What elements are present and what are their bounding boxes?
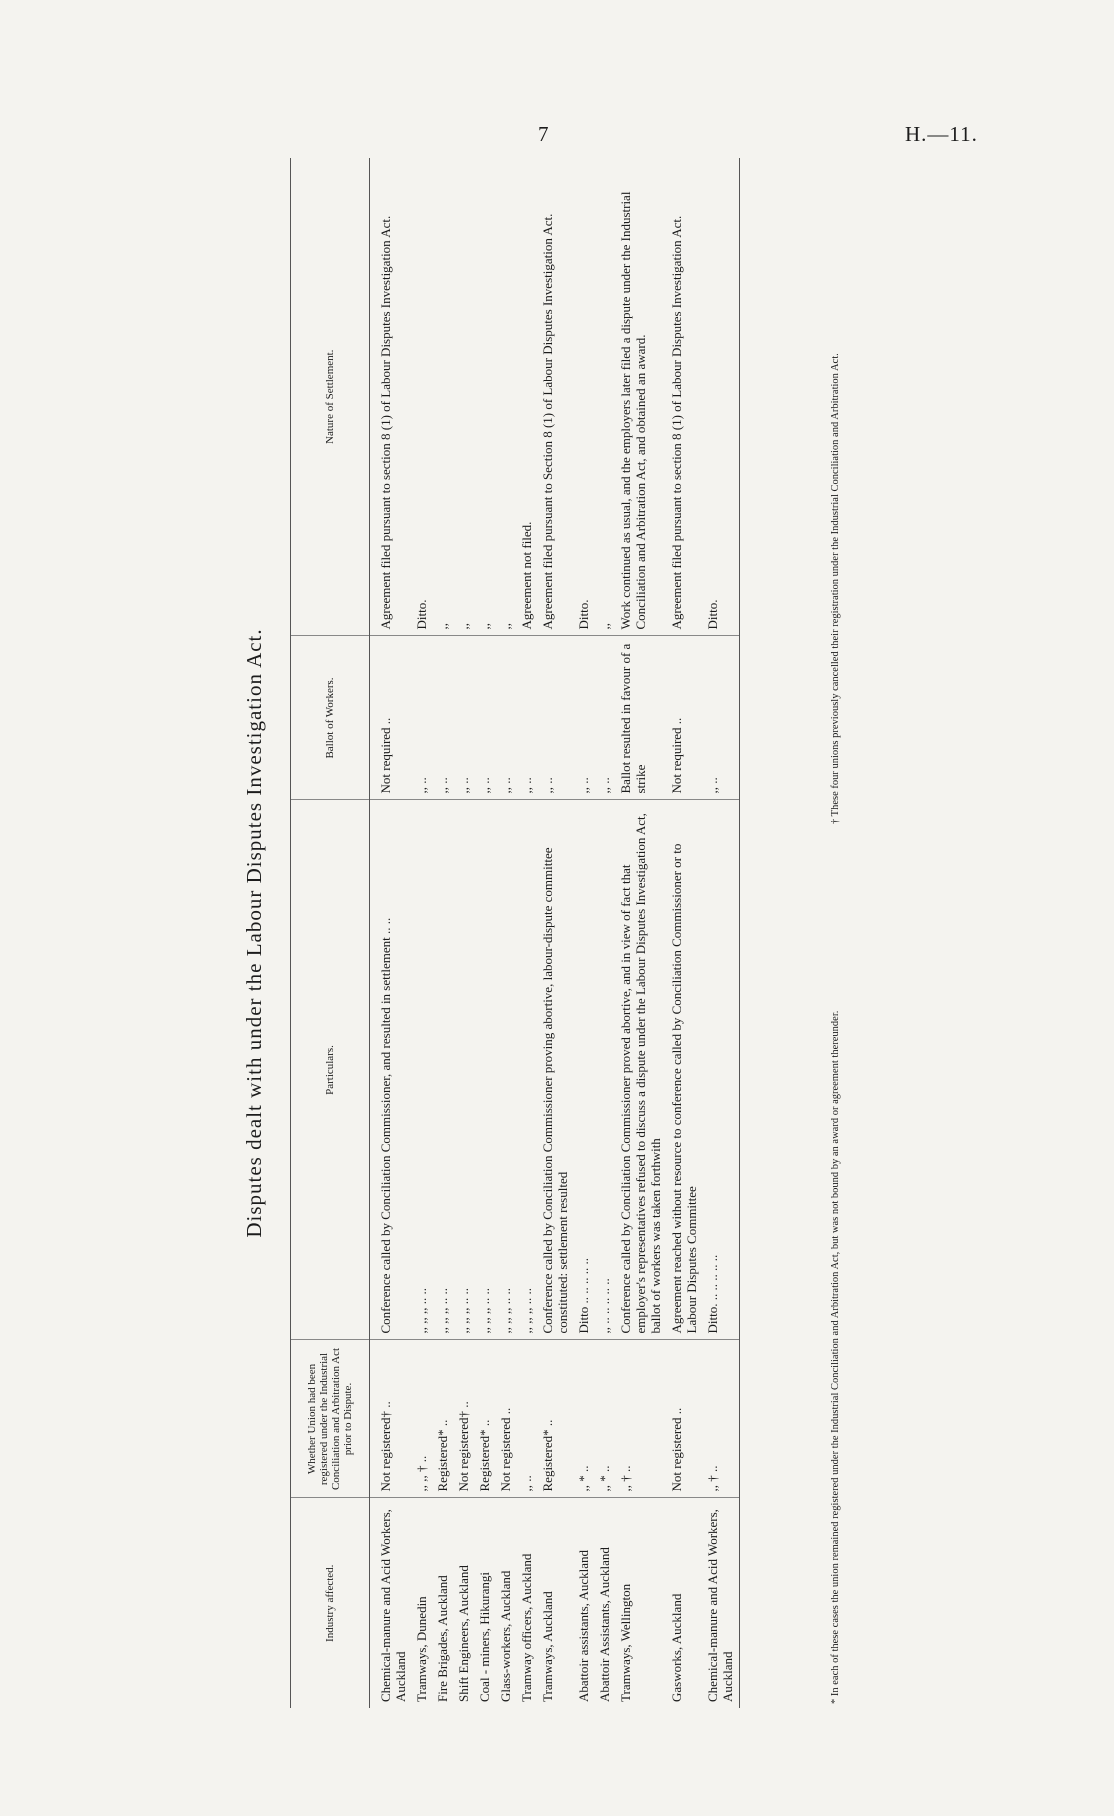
table-row — [703, 158, 740, 1708]
cell-particulars: ,, ,, ,, .. .. — [412, 800, 433, 1340]
table-header-row — [291, 158, 370, 1708]
cell-settlement: ,, — [475, 158, 496, 636]
cell-registration: ,, .. — [517, 1340, 538, 1498]
cell-particulars: ,, ,, ,, .. .. — [517, 800, 538, 1340]
cell-industry: Tramway officers, Auckland — [519, 1553, 534, 1702]
table-row — [454, 158, 475, 1708]
cell-particulars: ,, ,, ,, .. .. — [475, 800, 496, 1340]
cell-settlement: ,, — [433, 158, 454, 636]
cell-ballot: ,, .. — [703, 636, 740, 800]
table-row — [475, 158, 496, 1708]
cell-settlement: ,, — [595, 158, 616, 636]
table-row — [538, 158, 574, 1708]
column-header-particulars: Particulars. — [291, 800, 370, 1340]
cell-settlement: Work continued as usual, and the employers later filed a dispute under the Industrial Conciliation and Arbitration Act, and obtained an award. — [616, 158, 667, 636]
disputes-table — [290, 158, 740, 1708]
column-header-industry: Industry affected. — [291, 1498, 370, 1708]
table-row — [595, 158, 616, 1708]
cell-particulars: Conference called by Conciliation Commissioner proving abortive, labour-dispute committee constituted: settlement resulted — [538, 800, 574, 1340]
cell-registration: ,, † .. — [703, 1340, 740, 1498]
cell-ballot: Not required .. — [667, 636, 703, 800]
cell-industry: Fire Brigades, Auckland — [435, 1575, 450, 1702]
cell-industry: Tramways, Auckland — [540, 1591, 555, 1702]
cell-ballot: ,, .. — [538, 636, 574, 800]
cell-registration: Not registered .. — [667, 1340, 703, 1498]
table-row — [370, 158, 413, 1708]
cell-ballot: ,, .. — [412, 636, 433, 800]
table-row — [574, 158, 595, 1708]
cell-industry: Coal - miners, Hikurangi — [477, 1572, 492, 1702]
column-header-settlement: Nature of Settlement. — [291, 158, 370, 636]
cell-registration: ,, * .. — [574, 1340, 595, 1498]
table-row — [616, 158, 667, 1708]
cell-industry: Chemical-manure and Acid Workers, Auckland — [378, 1509, 408, 1702]
cell-ballot: ,, .. — [433, 636, 454, 800]
cell-settlement: Ditto. — [574, 158, 595, 636]
cell-registration: Not registered .. — [496, 1340, 517, 1498]
cell-settlement: Agreement not filed. — [517, 158, 538, 636]
table-row — [433, 158, 454, 1708]
cell-registration: ,, † .. — [616, 1340, 667, 1498]
cell-industry: Abattoir assistants, Auckland — [576, 1549, 591, 1702]
cell-industry: Tramways, Dunedin — [414, 1596, 429, 1702]
cell-registration: ,, ,, † .. — [412, 1340, 433, 1498]
table-title: Disputes dealt with under the Labour Disputes Investigation Act. — [242, 628, 266, 1238]
cell-registration: Registered* .. — [538, 1340, 574, 1498]
table-row — [517, 158, 538, 1708]
cell-industry: Abattoir Assistants, Auckland — [597, 1547, 612, 1702]
cell-particulars: Conference called by Conciliation Commissioner, and resulted in settlement .. .. — [370, 800, 413, 1340]
footnote-dagger: † These four unions previously cancelled their registration under the Industrial Conciliation and Arbitration Act. — [830, 353, 841, 824]
cell-ballot: ,, .. — [454, 636, 475, 800]
cell-particulars: Agreement reached without resource to conference called by Conciliation Commissioner or to Labour Disputes Committee — [667, 800, 703, 1340]
cell-particulars: ,, ,, ,, .. .. — [433, 800, 454, 1340]
column-header-ballot: Ballot of Workers. — [291, 636, 370, 800]
cell-settlement: Agreement filed pursuant to section 8 (1) of Labour Disputes Investigation Act. — [667, 158, 703, 636]
page-number: 7 — [538, 122, 549, 146]
cell-settlement: Ditto. — [703, 158, 740, 636]
cell-industry: Shift Engineers, Auckland — [456, 1565, 471, 1702]
cell-settlement: Ditto. — [412, 158, 433, 636]
cell-particulars: ,, ,, ,, .. .. — [496, 800, 517, 1340]
cell-settlement: Agreement filed pursuant to Section 8 (1) of Labour Disputes Investigation Act. — [538, 158, 574, 636]
cell-registration: Registered* .. — [433, 1340, 454, 1498]
cell-ballot: Not required .. — [370, 636, 413, 800]
cell-industry: Chemical-manure and Acid Workers, Auckland — [703, 1498, 740, 1708]
cell-settlement: Agreement filed pursuant to section 8 (1) of Labour Disputes Investigation Act. — [370, 158, 413, 636]
cell-industry: Tramways, Wellington — [618, 1583, 633, 1702]
cell-particulars: ,, ,, ,, .. .. — [454, 800, 475, 1340]
cell-ballot: ,, .. — [595, 636, 616, 800]
rotated-table-page — [232, 158, 872, 1708]
cell-particulars: Conference called by Conciliation Commissioner proved abortive, and in view of fact that employer's representatives refused to discuss a dispute under the Labour Disputes Investigation Act, ballot of workers was taken forthwith — [616, 800, 667, 1340]
cell-industry: Glass-workers, Auckland — [498, 1570, 513, 1702]
table-row — [496, 158, 517, 1708]
table-row — [667, 158, 703, 1708]
cell-ballot: ,, .. — [475, 636, 496, 800]
table-row — [412, 158, 433, 1708]
cell-settlement: ,, — [496, 158, 517, 636]
cell-particulars: ,, .. .. .. .. .. — [595, 800, 616, 1340]
cell-particulars: Ditto. .. .. .. .. .. — [703, 800, 740, 1340]
cell-registration: Registered* .. — [475, 1340, 496, 1498]
cell-particulars: Ditto .. .. .. .. .. — [574, 800, 595, 1340]
cell-registration: Not registered† .. — [370, 1340, 413, 1498]
cell-registration: ,, * .. — [595, 1340, 616, 1498]
cell-ballot: Ballot resulted in favour of a strike — [616, 636, 667, 800]
footnote-asterisk: * In each of these cases the union remained registered under the Industrial Conciliation and Arbitration Act, but was not bound by an award or agreement thereunder. — [830, 1010, 841, 1704]
column-header-registration: Whether Union had been registered under the Industrial Conciliation and Arbitration Act prior to Dispute. — [291, 1340, 370, 1498]
cell-ballot: ,, .. — [574, 636, 595, 800]
cell-registration: Not registered† .. — [454, 1340, 475, 1498]
cell-ballot: ,, .. — [496, 636, 517, 800]
cell-ballot: ,, .. — [517, 636, 538, 800]
cell-industry: Gasworks, Auckland — [669, 1593, 684, 1702]
cell-settlement: ,, — [454, 158, 475, 636]
document-reference: H.—11. — [905, 122, 978, 146]
